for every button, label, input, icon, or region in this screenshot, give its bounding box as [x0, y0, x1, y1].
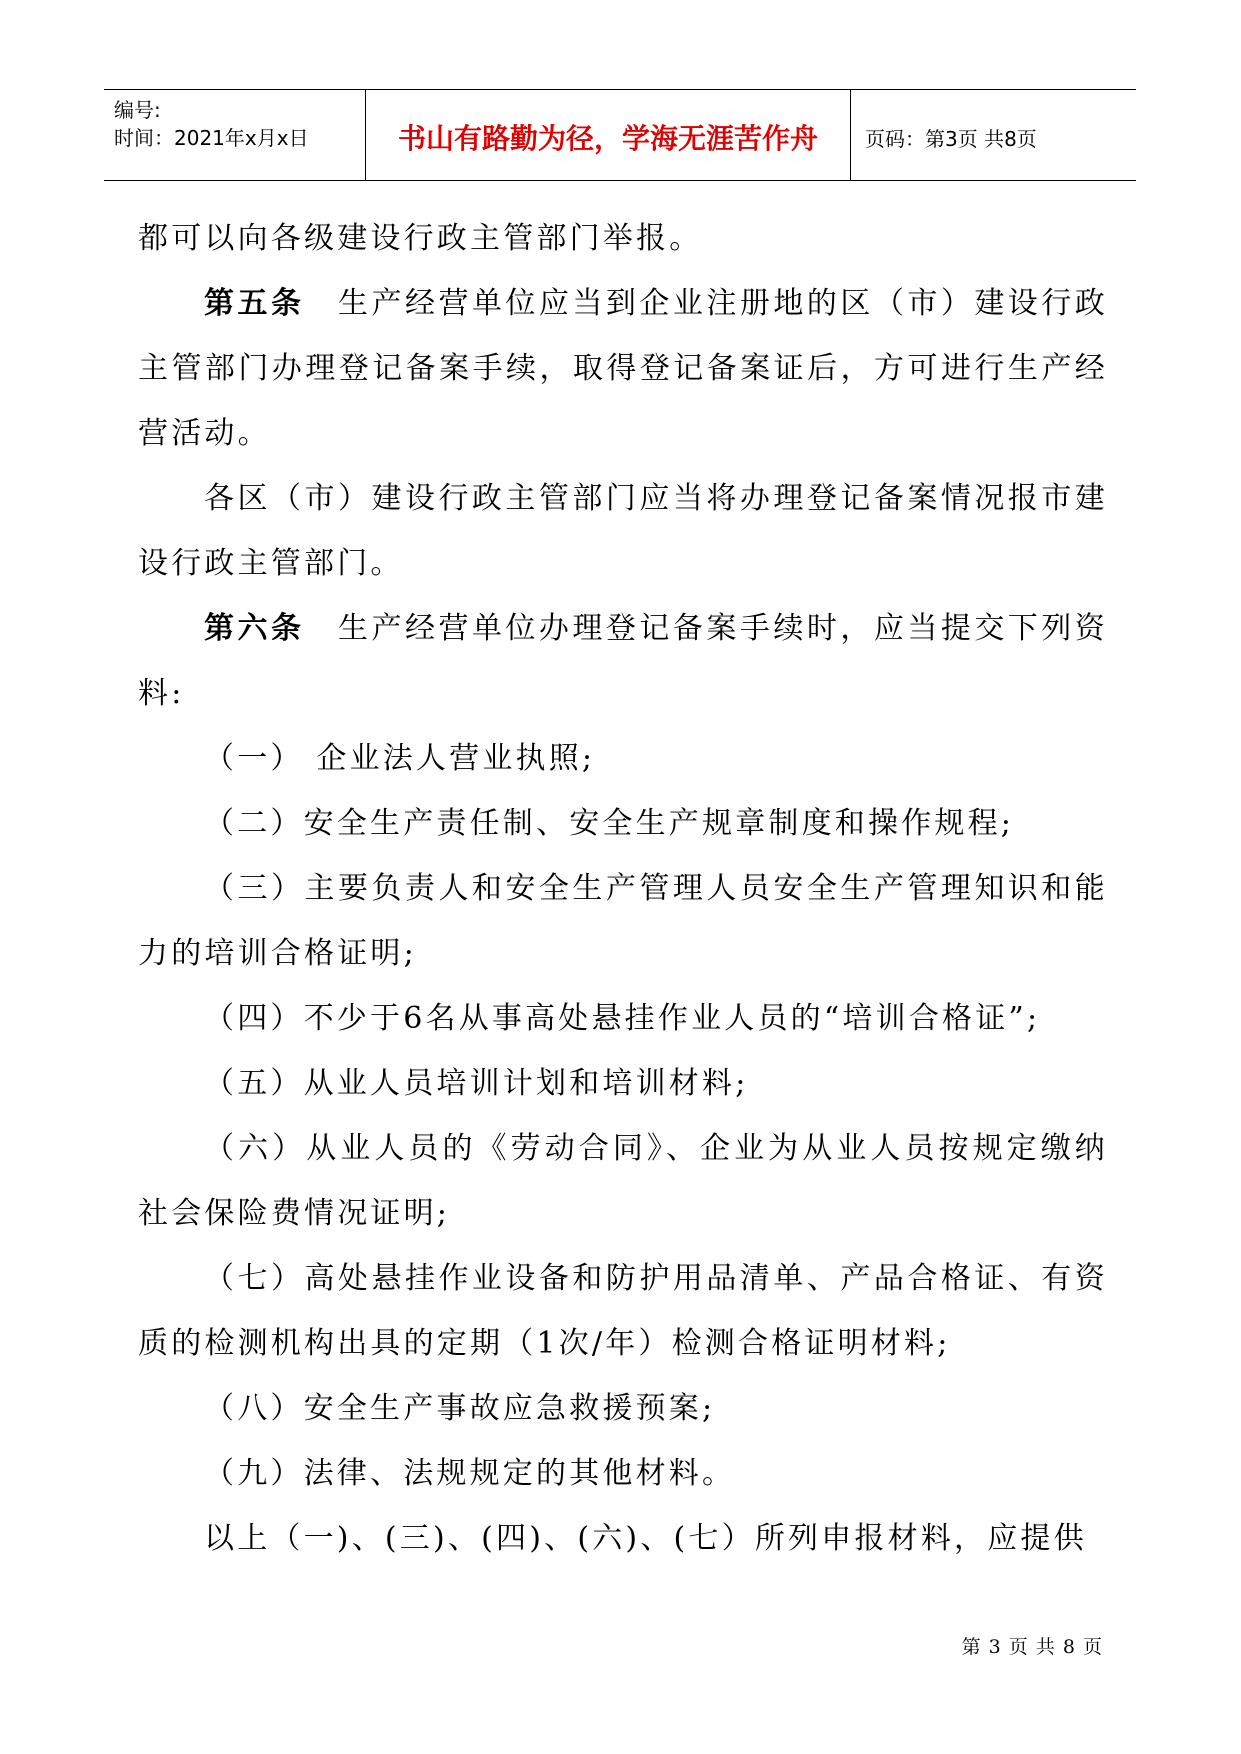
list-item: （七）高处悬挂作业设备和防护用品清单、产品合格证、有资质的检测机构出具的定期（1次/年）检测合格证明材料;: [138, 1261, 1108, 1361]
paragraph: 都可以向各级建设行政主管部门举报。: [138, 221, 703, 256]
list-item: （一） 企业法人营业执照;: [204, 741, 596, 776]
paragraph: 以上（一)、(三)、(四)、(六)、(七）所列申报材料，应提供: [204, 1521, 1087, 1556]
list-item: （六）从业人员的《劳动合同》、企业为从业人员按规定缴纳社会保险费情况证明;: [138, 1131, 1108, 1231]
list-item: （二）安全生产责任制、安全生产规章制度和操作规程;: [204, 806, 1015, 841]
time-label: 时间：2021年x月x日: [114, 126, 309, 150]
article-heading: 第六条: [204, 611, 305, 646]
header-motto: 书山有路勤为径，学海无涯苦作舟: [366, 90, 851, 180]
article-heading: 第五条: [204, 286, 305, 321]
list-item: （八）安全生产事故应急救援预案;: [204, 1391, 716, 1426]
document-body: [138, 206, 1108, 1571]
list-item: （三）主要负责人和安全生产管理人员安全生产管理知识和能力的培训合格证明;: [138, 871, 1108, 971]
header-page-info: 页码：第3页 共8页: [865, 126, 1037, 151]
document-header: [104, 89, 1136, 181]
page-footer: 第 3 页 共 8 页: [961, 1636, 1103, 1658]
header-meta: [104, 90, 366, 180]
paragraph: 各区（市）建设行政主管部门应当将办理登记备案情况报市建设行政主管部门。: [138, 481, 1108, 581]
number-label: 编号:: [114, 98, 161, 122]
list-item: （九）法律、法规规定的其他材料。: [204, 1456, 736, 1491]
paragraph: 第六条 生产经营单位办理登记备案手续时，应当提交下列资料:: [138, 611, 1108, 711]
paragraph: 第五条 生产经营单位应当到企业注册地的区（市）建设行政主管部门办理登记备案手续，取得登记备案证后，方可进行生产经营活动。: [138, 286, 1108, 451]
list-item: （五）从业人员培训计划和培训材料;: [204, 1066, 749, 1101]
list-item: （四）不少于6名从事高处悬挂作业人员的“培训合格证”;: [204, 1001, 1041, 1036]
